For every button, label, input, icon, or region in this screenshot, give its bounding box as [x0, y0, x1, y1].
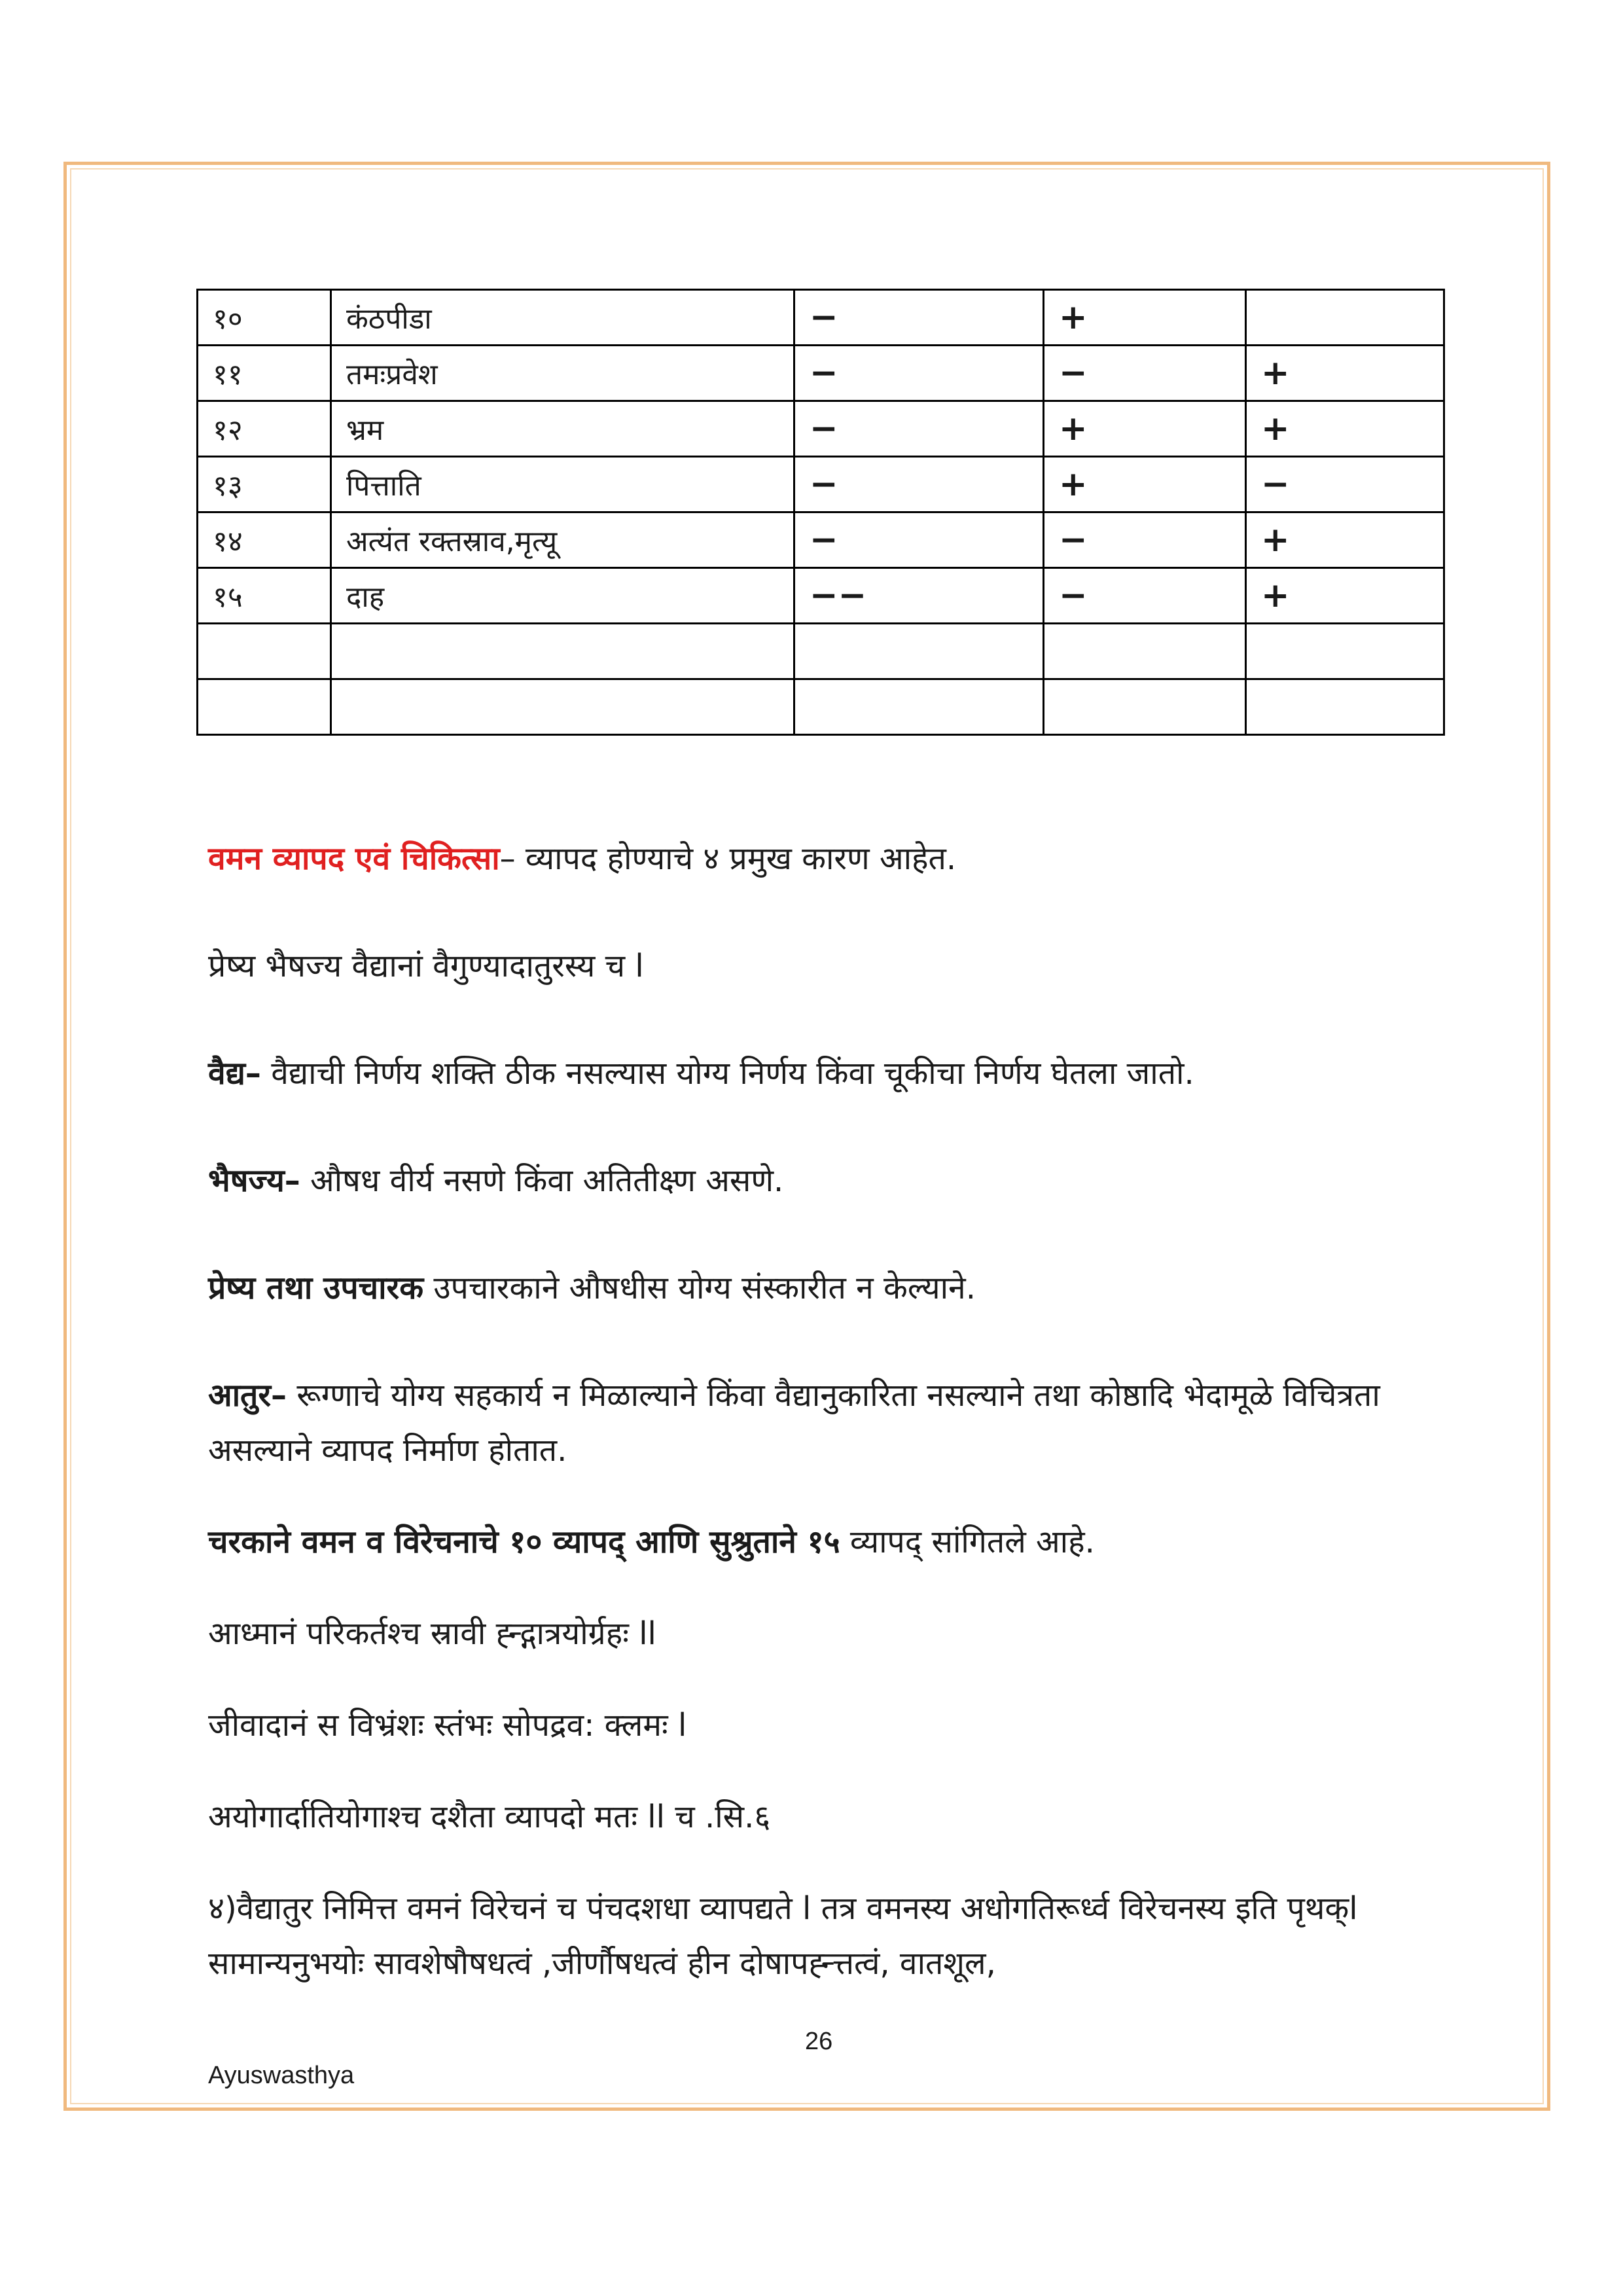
paragraph-vaidya: वैद्य– वैद्याची निर्णय शक्ति ठीक नसल्यास योग्य निर्णय किंवा चूकीचा निर्णय घेतला जातो.	[208, 1055, 1194, 1092]
table-row	[198, 624, 1444, 679]
sign-cell	[1044, 679, 1246, 735]
table-row	[198, 457, 1444, 512]
symptom-cell: पित्ताति	[331, 457, 794, 512]
paragraph-preshya: प्रेष्य तथा उपचारक उपचारकाने औषधीस योग्य संस्कारीत न केल्याने.	[208, 1270, 976, 1306]
symptom-cell: कंठपीडा	[331, 290, 794, 346]
paragraph-charak-sushrut: चरकाने वमन व विरेचनाचे १० व्यापद् आणि सुश्रुताने १५ व्यापद् सांगितले आहे.	[208, 1524, 1095, 1560]
sign-cell	[1044, 624, 1246, 679]
sign-cell: +	[1044, 290, 1246, 346]
main-content	[208, 831, 1452, 2028]
term-label: वैद्य–	[208, 1055, 261, 1092]
symptom-cell: भ्रम	[331, 401, 794, 457]
paragraph-bhaishajya: भैषज्य– औषध वीर्य नसणे किंवा अतितीक्ष्ण असणे.	[208, 1162, 784, 1199]
row-number-cell: ११	[198, 346, 331, 401]
sign-cell	[1246, 290, 1444, 346]
verse-line-2: जीवादानं स विभ्रंशः स्तंभः सोपद्रव: क्लमः l	[208, 1707, 687, 1744]
paragraph-atur: आतुर– रूग्णाचे योग्य सहकार्य न मिळाल्याने किंवा वैद्यानुकारिता नसल्याने तथा कोष्ठादि भेदामूळे विचित्रता असल्याने व्यापद निर्माण होतात.	[208, 1377, 1380, 1469]
sign-cell: −	[1246, 457, 1444, 512]
row-number-cell	[198, 624, 331, 679]
sign-cell: +	[1246, 512, 1444, 568]
row-number-cell: १५	[198, 568, 331, 624]
symptom-cell: तमःप्रवेश	[331, 346, 794, 401]
sign-cell	[1246, 679, 1444, 735]
term-label: प्रेष्य तथा उपचारक	[208, 1270, 424, 1306]
row-number-cell: १३	[198, 457, 331, 512]
symptom-cell	[331, 624, 794, 679]
sign-cell: −	[794, 457, 1044, 512]
sign-cell: −	[794, 346, 1044, 401]
sign-cell: −−	[794, 568, 1044, 624]
table-row	[198, 401, 1444, 457]
sign-cell: +	[1246, 401, 1444, 457]
sign-cell: −	[794, 401, 1044, 457]
paragraph-vaman-vyapad: वमन व्यापद एवं चिकित्सा– व्यापद होण्याचे ४ प्रमुख कारण आहेत.	[208, 840, 957, 877]
table-row	[198, 346, 1444, 401]
symptom-table	[196, 289, 1445, 736]
sign-cell: −	[1044, 512, 1246, 568]
table-row	[198, 512, 1444, 568]
sign-cell	[794, 679, 1044, 735]
table-row	[198, 568, 1444, 624]
paragraph-verse-causes: प्रेष्य भैषज्य वैद्यानां वैगुण्यादातुरस्य च l	[208, 948, 644, 984]
sign-cell: +	[1246, 568, 1444, 624]
verse-line-1: आध्मानं परिकर्तश्च स्रावी ह्न्द्गात्रयोर्ग्रहः ll	[208, 1615, 656, 1652]
table-row	[198, 290, 1444, 346]
sign-cell: −	[794, 512, 1044, 568]
term-label: भैषज्य–	[208, 1162, 300, 1199]
bold-statement: चरकाने वमन व विरेचनाचे १० व्यापद् आणि सुश्रुताने १५	[208, 1524, 840, 1560]
sign-cell: +	[1044, 457, 1246, 512]
table-row	[198, 679, 1444, 735]
symptom-cell	[331, 679, 794, 735]
verse-line-3: अयोगार्दातियोगाश्च दशैता व्यापदो मतः ll च .सि.६	[208, 1799, 771, 1835]
footer-publication: Ayuswasthya	[208, 2062, 355, 2089]
sign-cell	[794, 624, 1044, 679]
paragraph-sushrut-quote: ४)वैद्यातुर निमित्त वमनं विरेचनं च पंचदशधा व्यापद्यते l तत्र वमनस्य अधोगतिरूर्ध्व विरेचनस्य इति पृथक्l सामान्यनुभयोः सावशेषौषधत्वं ,जीर्णौषधत्वं हीन दोषापह्न्त्तत्वं, वातशूल,	[208, 1890, 1358, 1982]
page-number: 26	[805, 2028, 833, 2055]
row-number-cell: १४	[198, 512, 331, 568]
sign-cell	[1246, 624, 1444, 679]
symptom-cell: दाह	[331, 568, 794, 624]
symptom-cell: अत्यंत रक्तस्राव,मृत्यू	[331, 512, 794, 568]
section-heading: वमन व्यापद एवं चिकित्सा	[208, 840, 500, 877]
sign-cell: −	[794, 290, 1044, 346]
sign-cell: −	[1044, 346, 1246, 401]
row-number-cell	[198, 679, 331, 735]
sign-cell: +	[1044, 401, 1246, 457]
row-number-cell: १२	[198, 401, 331, 457]
sign-cell: −	[1044, 568, 1246, 624]
sign-cell: +	[1246, 346, 1444, 401]
row-number-cell: १०	[198, 290, 331, 346]
term-label: आतुर–	[208, 1377, 287, 1414]
